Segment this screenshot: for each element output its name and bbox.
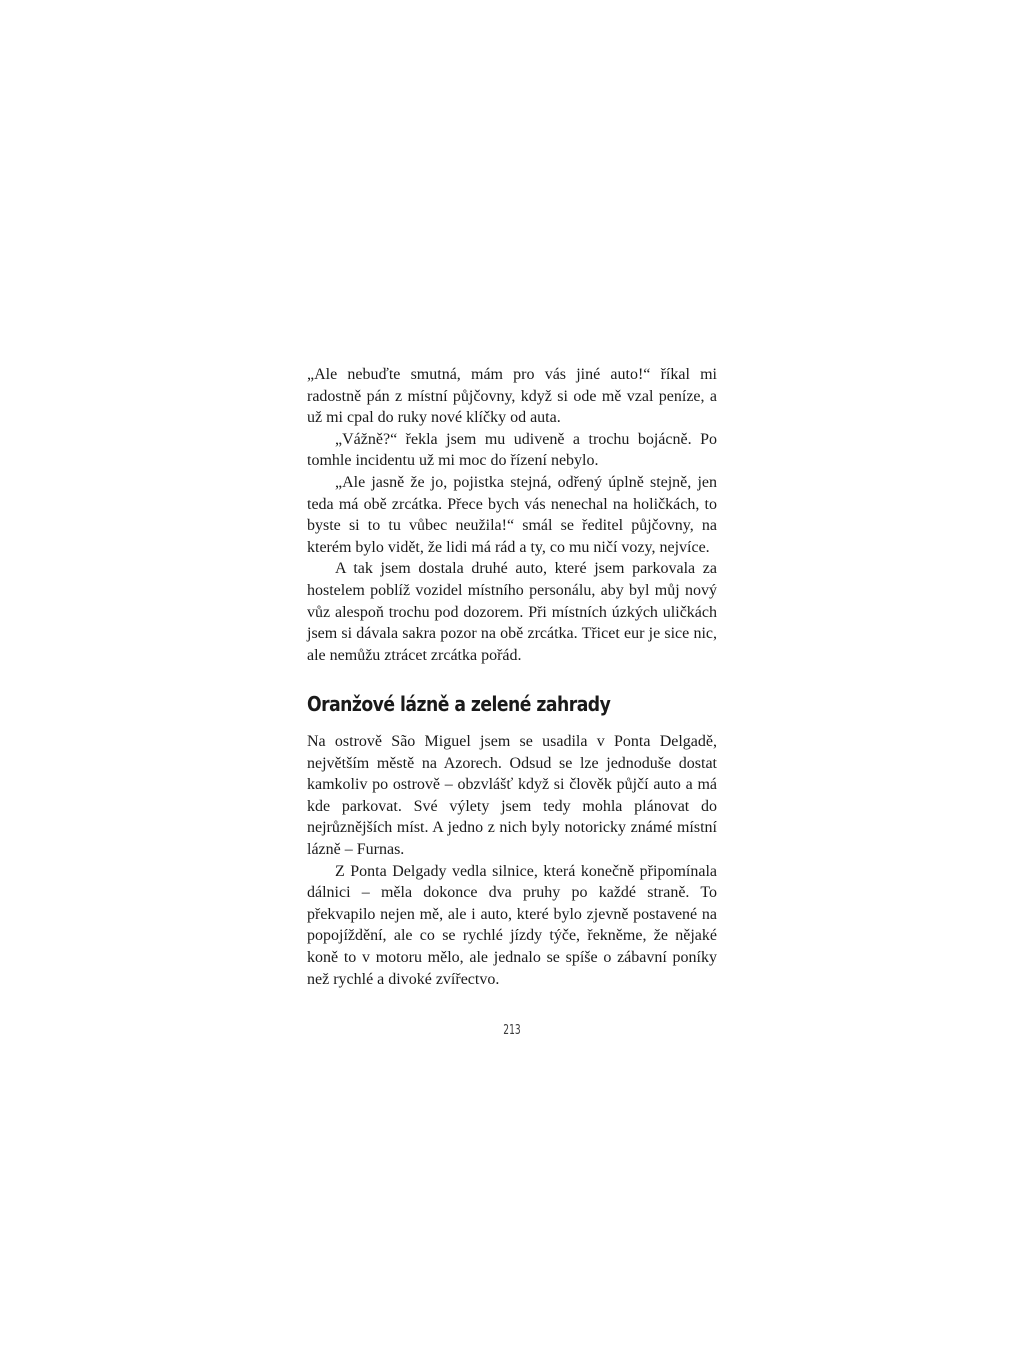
page-number: 213 xyxy=(503,1023,521,1038)
body-text-section-2 xyxy=(307,731,717,990)
paragraph: Z Ponta Delgady vedla silnice, která konečně připomínala dálnici – měla dokonce dva pruhy po každé straně. To překvapilo nejen mě, ale i auto, které bylo zjevně postavené na popojíždění, ale co se rychlé jízdy týče, řekněme, že nějaké koně to v motoru mělo, ale jednalo se spíše o zábavní poníky než rychlé a divoké zvířectvo. xyxy=(307,862,717,988)
paragraph: „Vážně?“ řekla jsem mu udiveně a trochu bojácně. Po tomhle incidentu už mi moc do řízení nebylo. xyxy=(307,430,717,470)
paragraph: „Ale nebuďte smutná, mám pro vás jiné auto!“ říkal mi radostně pán z místní půjčovny, když si ode mě vzal peníze, a už mi cpal do ruky nové klíčky od auta. xyxy=(307,366,717,427)
section-heading: Oranžové lázně a zelené zahrady xyxy=(307,692,611,716)
paragraph: Na ostrově São Miguel jsem se usadila v Ponta Delgadě, největším městě na Azorech. Odsud se lze jednoduše dostat kamkoliv po ostrově – obzvlášť když si člověk půjčí auto a má kde parkovat. Své výlety jsem tedy mohla plánovat do nejrůznějších míst. A jedno z nich byly notoricky známé místní lázně – Furnas. xyxy=(307,733,717,858)
paragraph: A tak jsem dostala druhé auto, které jsem parkovala za hostelem poblíž vozidel místního personálu, aby byl můj nový vůz alespoň trochu pod dozorem. Při místních úzkých uličkách jsem si dávala sakra pozor na obě zrcátka. Třicet eur je sice nic, ale nemůžu ztrácet zrcátka pořád. xyxy=(307,560,717,664)
paragraph: „Ale jasně že jo, pojistka stejná, odřený úplně stejně, jen teda má obě zrcátka. Přece bych vás nenechal na holičkách, to byste si to tu vůbec neužila!“ smál se ředitel půjčovny, na kterém bylo vidět, že lidi má rád a ty, co mu ničí vozy, nejvíce. xyxy=(307,473,717,556)
body-text-section-1 xyxy=(307,364,717,666)
